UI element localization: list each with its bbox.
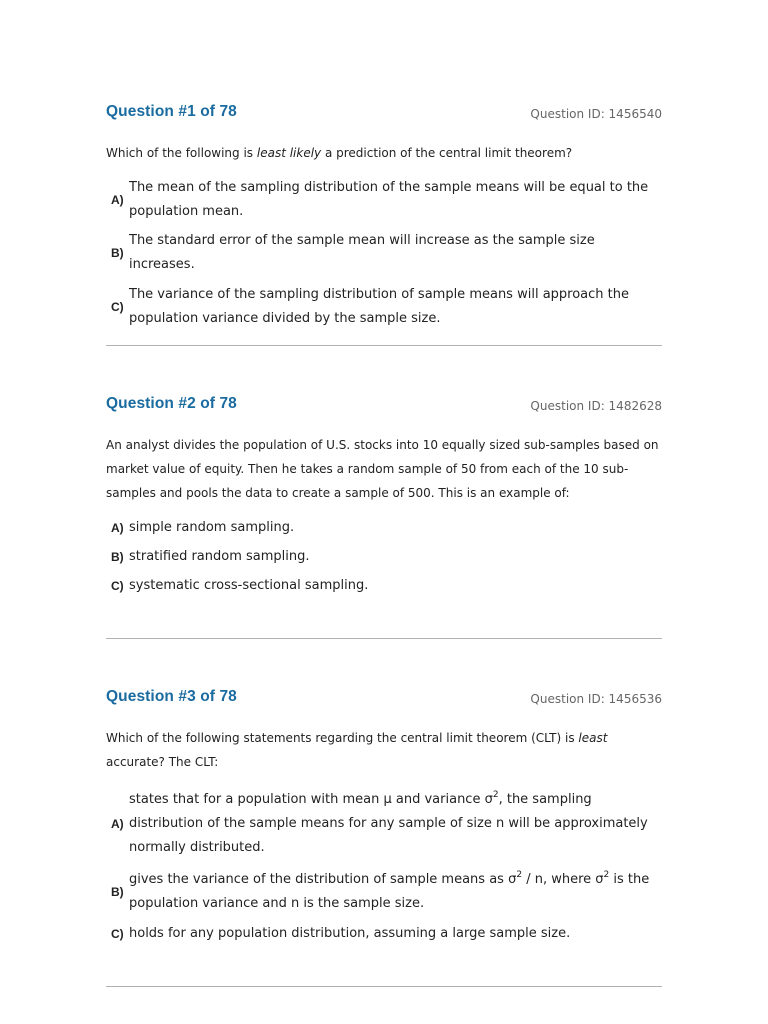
question-text: An analyst divides the population of U.S. stocks into 10 equally sized sub-samples based on market value of equity. Then he takes a random sample of 50 from each of the 10 sub-samples and pools the data to create a sample of 500. This is an example of: <box>106 438 659 500</box>
option-text-part: states that for a population with mean μ and variance σ <box>129 792 493 807</box>
question-text-after: accurate? The CLT: <box>106 755 219 769</box>
section-divider <box>106 986 662 987</box>
question-text-before: Which of the following is <box>106 146 257 160</box>
superscript: 2 <box>492 790 499 800</box>
question-id: Question ID: 1456540 <box>530 107 662 121</box>
option-text: The standard error of the sample mean will increase as the sample size increases. <box>129 233 595 272</box>
option-letter: C) <box>111 927 124 941</box>
section-divider <box>106 345 662 346</box>
option-text-part: gives the variance of the distribution of sample means as σ <box>129 872 517 887</box>
question-text-emphasis: least likely <box>256 146 322 160</box>
option-letter: B) <box>111 885 124 899</box>
question-text-after: a prediction of the central limit theorem? <box>321 146 573 160</box>
answer-option-a[interactable] <box>106 788 662 860</box>
question-2 <box>106 395 662 598</box>
answer-option-b[interactable] <box>106 229 662 277</box>
option-letter: A) <box>111 817 124 831</box>
question-title: Question #1 of 78 <box>106 103 237 120</box>
question-text-emphasis: least <box>578 731 608 745</box>
question-title: Question #3 of 78 <box>106 688 237 705</box>
question-text-before: Which of the following statements regarding the central limit theorem (CLT) is <box>106 731 579 745</box>
option-text: simple random sampling. <box>129 520 295 535</box>
option-letter: C) <box>111 300 124 314</box>
option-text: stratified random sampling. <box>129 549 310 564</box>
question-3 <box>106 688 662 946</box>
answer-option-b[interactable] <box>106 868 662 916</box>
question-text <box>106 726 662 774</box>
section-divider <box>106 638 662 639</box>
superscript: 2 <box>603 870 610 880</box>
answer-option-a[interactable] <box>106 516 662 540</box>
question-1 <box>106 103 662 331</box>
option-text: The mean of the sampling distribution of the sample means will be equal to the population mean. <box>129 180 649 219</box>
answer-options <box>106 788 662 946</box>
answer-option-c[interactable] <box>106 922 662 946</box>
question-header <box>106 103 662 127</box>
answer-option-c[interactable] <box>106 574 662 598</box>
superscript: 2 <box>516 870 523 880</box>
question-id: Question ID: 1482628 <box>530 399 662 413</box>
answer-options <box>106 176 662 331</box>
question-header <box>106 688 662 712</box>
question-text <box>106 141 662 165</box>
option-letter: B) <box>111 246 124 260</box>
question-id: Question ID: 1456536 <box>530 692 662 706</box>
question-title: Question #2 of 78 <box>106 395 237 412</box>
answer-option-b[interactable] <box>106 545 662 569</box>
option-text-part: , the sampling distribution of the sample means for any sample of size n will be approximately normally distributed. <box>129 792 648 855</box>
option-text: systematic cross-sectional sampling. <box>129 578 369 593</box>
option-letter: B) <box>111 550 124 564</box>
option-letter: A) <box>111 521 124 535</box>
option-letter: A) <box>111 193 124 207</box>
option-text-part: / n, where σ <box>522 872 604 887</box>
option-text: holds for any population distribution, assuming a large sample size. <box>129 926 571 941</box>
answer-option-a[interactable] <box>106 176 662 224</box>
option-letter: C) <box>111 579 124 593</box>
option-text-part: is the population variance and n is the sample size. <box>129 872 650 911</box>
answer-options <box>106 516 662 598</box>
question-header <box>106 395 662 419</box>
option-text: The variance of the sampling distribution of sample means will approach the population variance divided by the sample size. <box>129 287 629 326</box>
answer-option-c[interactable] <box>106 283 662 331</box>
